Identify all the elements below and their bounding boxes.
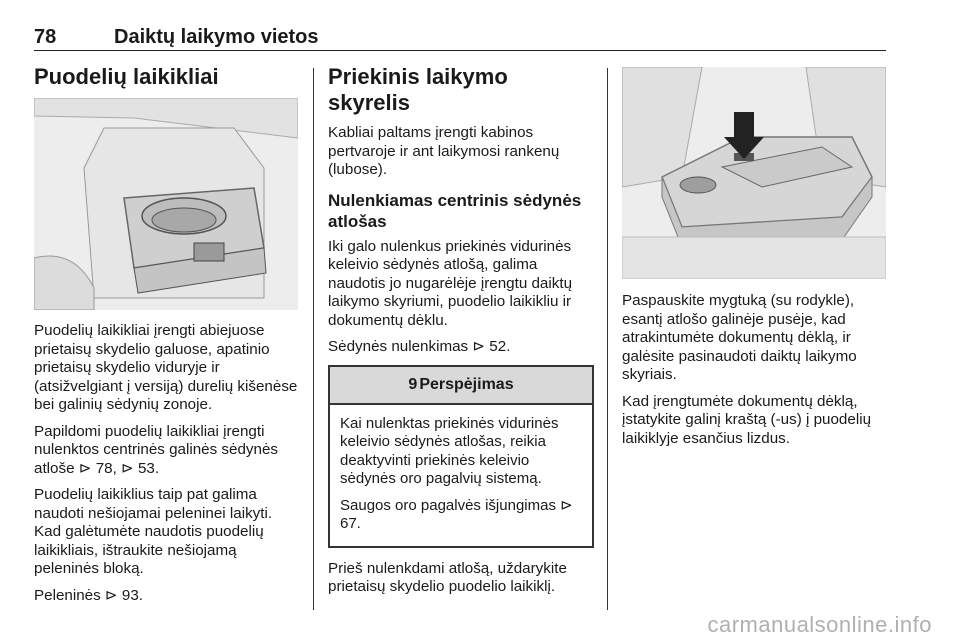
seat-backrest-illustration xyxy=(622,67,886,279)
section-heading: Priekinis laikymo skyrelis xyxy=(328,64,508,115)
cup-holder-illustration xyxy=(34,98,298,310)
paragraph: Paspauskite mygtuką (su rodykle), esantį atlošo galinėje pusėje, kad atrakintumėte dokumentų dėklą, ir galėsite pasinaudoti daiktų laikymo skyriais. xyxy=(622,292,857,383)
page-header xyxy=(34,22,886,51)
paragraph: Papildomi puodelių laikikliai įrengti nulenktos centrinės galinės sėdynės atloše ⊳ 78, ⊳ 53. xyxy=(34,422,278,477)
paragraph: Kad įrengtumėte dokumentų dėklą, įstatykite galinį kraštą (-us) į puodelių laikiklyje esančius lizdus. xyxy=(622,392,872,447)
warning-box xyxy=(328,365,594,548)
paragraph: Puodelių laikiklius taip pat galima naudoti nešiojamai peleninei laikyti. Kad galėtumėte naudotis puodelių laikikliais, ištraukite nešiojamą peleninės bloką. xyxy=(34,486,273,577)
page-title: Daiktų laikymo vietos xyxy=(114,26,319,48)
section-heading: Puodelių laikikliai xyxy=(34,64,219,89)
paragraph: Puodelių laikikliai įrengti abiejuose prietaisų skydelio galuose, apatinio prietaisų skydelio viduryje ir (atsižvelgiant į versiją) durelių kišenėse bei galinių sėdynių zonoje. xyxy=(34,322,298,413)
watermark-text: carmanualsonline.info xyxy=(707,612,932,637)
subsection-heading: Nulenkiamas centrinis sėdynės atlošas xyxy=(328,190,582,231)
warning-icon: 9 xyxy=(408,375,418,393)
column-divider xyxy=(313,68,314,610)
paragraph: Kabliai paltams įrengti kabinos pertvaroje ir ant laikymosi rankenų (lubose). xyxy=(328,124,560,178)
column-cup-holders xyxy=(34,64,300,613)
page-number: 78 xyxy=(34,26,57,48)
warning-header xyxy=(330,367,592,405)
paragraph: Prieš nulenkdami atlošą, uždarykite prietaisų skydelio puodelio laikiklį. xyxy=(328,559,567,595)
column-divider xyxy=(607,68,608,610)
column-backrest-text xyxy=(622,292,888,456)
column-front-storage xyxy=(328,64,594,605)
paragraph: Sėdynės nulenkimas ⊳ 52. xyxy=(328,338,511,355)
warning-title: Perspėjimas xyxy=(419,375,514,393)
warning-text: Kai nulenktas priekinės vidurinės keleivio sėdynės atlošas, reikia deaktyvinti priekinės keleivio sėdynės oro pagalvių sistemą. xyxy=(340,414,559,487)
paragraph: Iki galo nulenkus priekinės vidurinės keleivio sėdynės atlošą, galima naudotis jo nugarėlėje įrengtu daiktų laikymo skyriumi, puodelio laikikliu ir dokumentų dėklu. xyxy=(328,237,573,329)
warning-text: Saugos oro pagalvės išjungimas ⊳ 67. xyxy=(340,496,573,532)
paragraph: Peleninės ⊳ 93. xyxy=(34,586,143,604)
